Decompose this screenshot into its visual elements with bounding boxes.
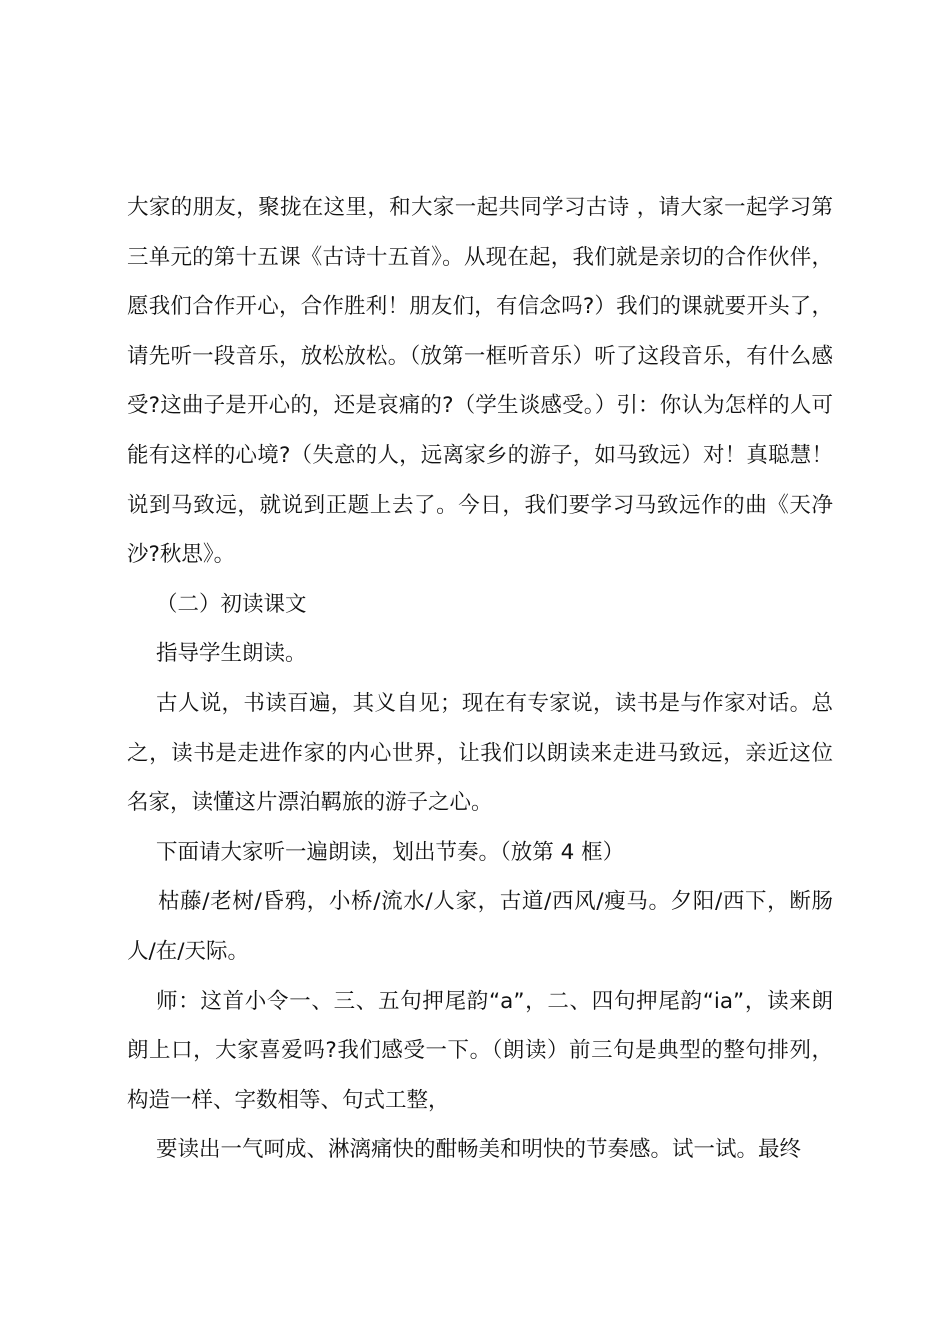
paragraph-poem-rhythm: 枯藤/老树/昏鸦，小桥/流水/人家，古道/西风/瘦马。夕阳/西下，断肠人/在/天际。 (127, 889, 833, 964)
paragraph-teacher-rhyme: 师：这首小令一、三、五句押尾韵“a”，二、四句押尾韵“ia”，读来朗朗上口，大家喜爱吗?我们感受一下。（朗读）前三句是典型的整句排列，构造一样、字数相等、句式工整， (127, 988, 833, 1113)
paragraph-intro: 大家的朋友，聚拢在这里，和大家一起共同学习古诗 ，请大家一起学习第三单元的第十五课《古诗十五首》。从现在起，我们就是亲切的合作伙伴，愿我们合作开心，合作胜利！朋友们，有信念吗?）我们的课就要开头了，请先听一段音乐，放松放松。（放第一框听音乐）听了这段音乐，有什么感受?这曲子是开心的，还是哀痛的?（学生谈感受。）引：你认为怎样的人可能有这样的心境?（失意的人，远离家乡的游子，如马致远）对！真聪慧！说到马致远，就说到正题上去了。今日，我们要学习马致远作的曲《天净沙?秋思》。 (127, 195, 833, 568)
paragraph-reading-quote: 古人说，书读百遍，其义自见；现在有专家说，读书是与作家对话。总之，读书是走进作家的内心世界，让我们以朗读来走进马致远，亲近这位名家，读懂这片漂泊羁旅的游子之心。 (127, 690, 833, 816)
paragraph-reading-style: 要读出一气呵成、淋漓痛快的酣畅美和明快的节奏感。试一试。最终 (156, 1137, 802, 1163)
section-heading-first-reading: （二）初读课文 (156, 591, 307, 617)
paragraph-guide-reading: 指导学生朗读。 (156, 641, 307, 667)
document-body (127, 183, 833, 1175)
paragraph-listen-rhythm: 下面请大家听一遍朗读，划出节奏。（放第 4 框） (156, 839, 625, 865)
